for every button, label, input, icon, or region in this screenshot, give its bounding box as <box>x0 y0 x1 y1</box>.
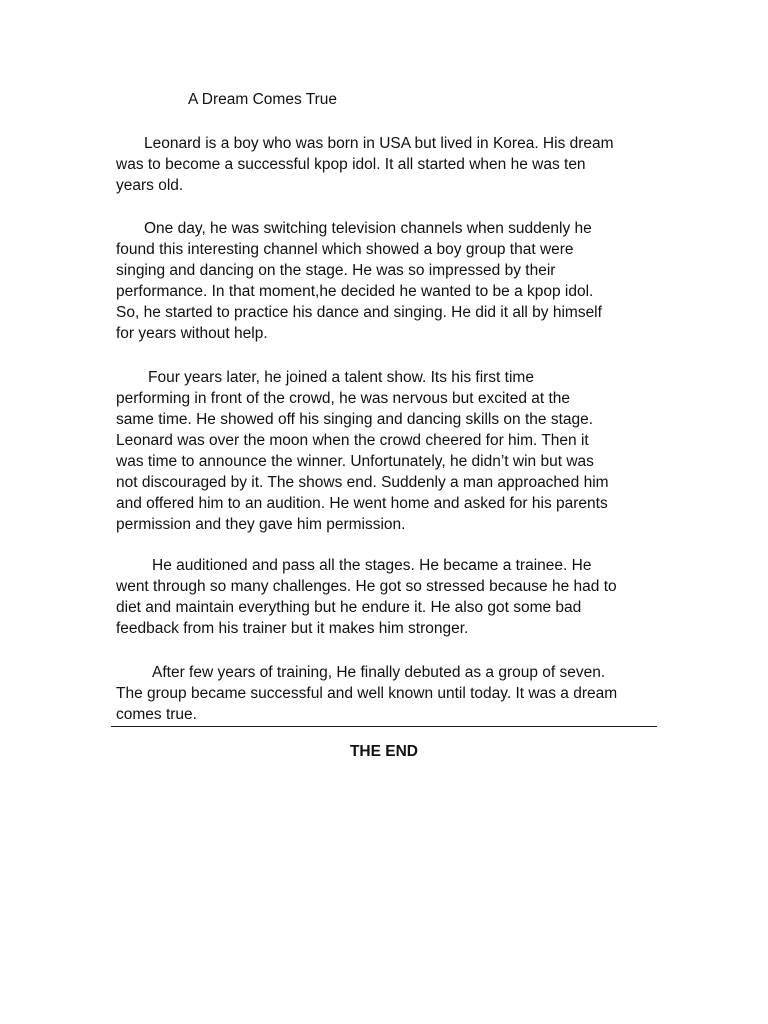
paragraph-line: One day, he was switching television channels when suddenly he <box>144 220 592 237</box>
paragraph-line: same time. He showed off his singing and dancing skills on the stage. <box>116 411 594 428</box>
paragraph-2 <box>116 218 644 344</box>
paragraph-4 <box>116 555 644 639</box>
paragraph-line: After few years of training, He finally debuted as a group of seven. <box>152 664 606 681</box>
paragraph-line: Leonard is a boy who was born in USA but lived in Korea. His dream <box>144 135 614 152</box>
paragraph-line: permission and they gave him permission. <box>116 516 406 533</box>
paragraph-line: Leonard was over the moon when the crowd cheered for him. Then it <box>116 432 589 449</box>
the-end-heading: THE END <box>349 743 419 760</box>
paragraph-line: was time to announce the winner. Unfortunately, he didn’t win but was <box>116 453 594 470</box>
paragraph-line: He auditioned and pass all the stages. He became a trainee. He <box>152 557 592 574</box>
paragraph-line: Four years later, he joined a talent show. Its his first time <box>148 369 534 386</box>
paragraph-line: performing in front of the crowd, he was nervous but excited at the <box>116 390 571 407</box>
document-title: A Dream Comes True <box>188 91 338 108</box>
paragraph-line: for years without help. <box>116 325 268 342</box>
paragraph-line: was to become a successful kpop idol. It all started when he was ten <box>116 156 586 173</box>
paragraph-line: and offered him to an audition. He went home and asked for his parents <box>116 495 608 512</box>
horizontal-rule <box>111 726 657 727</box>
paragraph-3 <box>116 367 644 535</box>
paragraph-line: went through so many challenges. He got so stressed because he had to <box>116 578 617 595</box>
paragraph-line: feedback from his trainer but it makes him stronger. <box>116 620 469 637</box>
paragraph-line: The group became successful and well known until today. It was a dream <box>116 685 618 702</box>
paragraph-line: So, he started to practice his dance and singing. He did it all by himself <box>116 304 602 321</box>
paragraph-line: diet and maintain everything but he endure it. He also got some bad <box>116 599 582 616</box>
paragraph-line: years old. <box>116 177 184 194</box>
paragraph-line: not discouraged by it. The shows end. Suddenly a man approached him <box>116 474 609 491</box>
paragraph-line: performance. In that moment,he decided he wanted to be a kpop idol. <box>116 283 594 300</box>
paragraph-1 <box>116 133 644 196</box>
paragraph-line: found this interesting channel which showed a boy group that were <box>116 241 574 258</box>
paragraph-line: comes true. <box>116 706 197 723</box>
paragraph-line: singing and dancing on the stage. He was so impressed by their <box>116 262 556 279</box>
paragraph-5 <box>116 662 644 725</box>
